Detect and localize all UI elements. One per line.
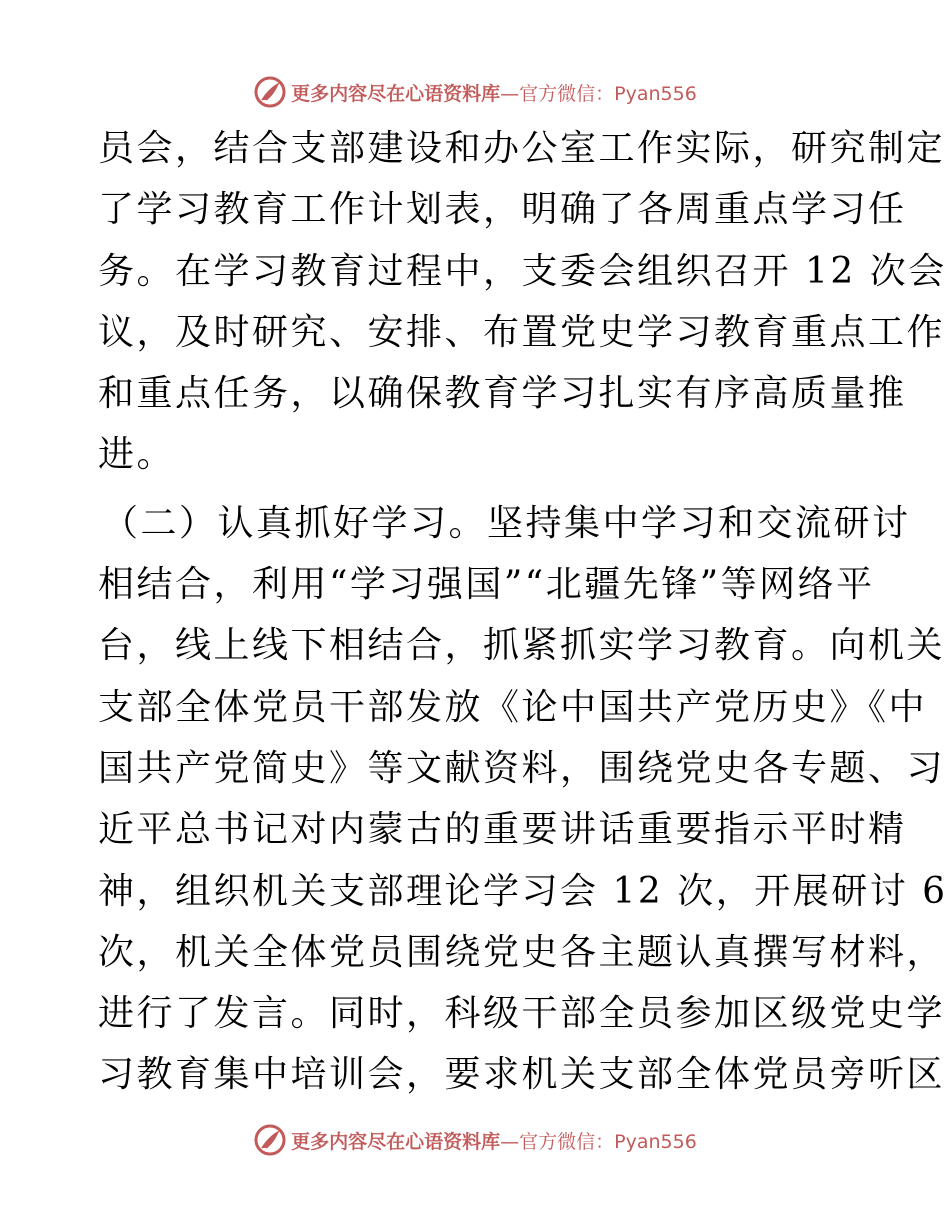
text-line: （二）认真抓好学习。坚持集中学习和交流研讨 bbox=[102, 502, 911, 544]
paragraph bbox=[98, 493, 948, 1106]
banner-wechat-text: —官方微信：Pyan556 bbox=[500, 1130, 697, 1153]
document-body bbox=[98, 118, 948, 1106]
footer-banner bbox=[0, 1120, 950, 1160]
banner-wechat-text: —官方微信：Pyan556 bbox=[500, 82, 697, 105]
text-line: 务。在学习教育过程中，支委会组织召开 12 次会 bbox=[98, 250, 947, 292]
text-line: 和重点任务，以确保教育学习扎实有序高质量推 bbox=[98, 373, 907, 415]
feather-logo-icon bbox=[253, 1123, 287, 1157]
text-line: 次，机关全体党员围绕党史各主题认真撰写材料， bbox=[98, 931, 946, 973]
text-line: 议，及时研究、安排、布置党史学习教育重点工作 bbox=[98, 311, 946, 353]
banner-site-text: 更多内容尽在心语资料库 bbox=[291, 1130, 501, 1153]
text-line: 台，线上线下相结合，抓紧抓实学习教育。向机关 bbox=[98, 625, 946, 667]
text-line: 国共产党简史》等文献资料，围绕党史各专题、习 bbox=[98, 747, 946, 789]
text-line: 神，组织机关支部理论学习会 12 次，开展研讨 6 bbox=[98, 870, 948, 912]
text-line: 进行了发言。同时，科级干部全员参加区级党史学 bbox=[98, 993, 946, 1035]
paragraph bbox=[98, 118, 947, 486]
text-line: 习教育集中培训会，要求机关支部全体党员旁听区 bbox=[98, 1054, 946, 1096]
text-line: 员会，结合支部建设和办公室工作实际，研究制定 bbox=[98, 128, 946, 169]
text-line: 支部全体党员干部发放《论中国共产党历史》《中 bbox=[98, 686, 928, 728]
text-line: 近平总书记对内蒙古的重要讲话重要指示平时精 bbox=[98, 809, 907, 851]
header-banner bbox=[0, 72, 950, 112]
feather-logo-icon bbox=[253, 75, 287, 109]
text-line: 相结合，利用“学习强国”“北疆先锋”等网络平 bbox=[98, 564, 875, 606]
text-line: 了学习教育工作计划表，明确了各周重点学习任 bbox=[98, 189, 907, 231]
text-line: 进。 bbox=[98, 434, 176, 476]
banner-site-text: 更多内容尽在心语资料库 bbox=[291, 82, 501, 105]
